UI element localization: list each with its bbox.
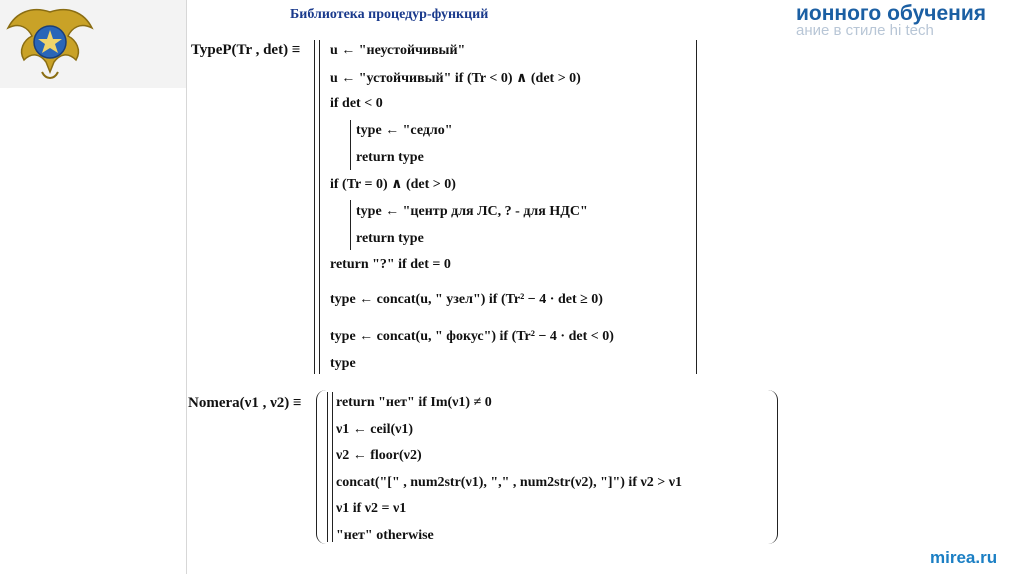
code-line: type ← "седло" [356,123,453,138]
nomera-definition-head: Nomera(ν1 , ν2) ≡ [188,395,302,411]
code-line: ν2 ← floor(ν2) [336,448,422,463]
nomera-right-paren [767,390,778,544]
emblem-logo [0,0,186,88]
code-line: concat("[" , num2str(ν1), "," , num2str(ν2), "]") if ν2 > ν1 [336,475,682,490]
code-line: type ← "центр для ЛС, ? - для НДС" [356,204,588,219]
code-line: ν1 if ν2 = ν1 [336,501,407,516]
typep-definition-head: TypeP(Tr , det) ≡ [191,42,301,58]
code-line: type [330,356,356,371]
banner-line-1: ионного обучения [796,2,986,25]
emblem-icon [2,2,98,86]
code-line: type ← concat(u, " узел") if (Tr² − 4 · det ≥ 0) [330,292,603,307]
banner [796,0,1024,44]
page-title: Библиотека процедур-функций [290,7,489,22]
code-line: type ← concat(u, " фокус") if (Tr² − 4 · det < 0) [330,329,614,344]
footer-site-link[interactable]: mirea.ru [930,548,998,567]
code-line: if det < 0 [330,96,383,111]
code-line: if (Tr = 0) ∧ (det > 0) [330,177,456,192]
code-line: u ← "устойчивый" if (Tr < 0) ∧ (det > 0) [330,71,581,86]
nomera-left-paren [316,390,327,544]
code-line: "нет" otherwise [336,528,434,543]
code-line: ν1 ← ceil(ν1) [336,422,414,437]
if-body-bar [350,120,351,170]
code-line: return type [356,150,424,165]
code-line: u ← "неустойчивый" [330,43,466,58]
banner-line-2: ание в стиле hi tech [796,22,934,39]
slide-divider [186,0,187,574]
nomera-program-bracket [327,392,328,542]
typep-right-bar [696,40,697,374]
typep-program-bracket [314,40,315,374]
if-body-bar [350,200,351,250]
code-line: return "?" if det = 0 [330,257,451,272]
code-line: return type [356,231,424,246]
code-line: return "нет" if Im(ν1) ≠ 0 [336,395,492,410]
